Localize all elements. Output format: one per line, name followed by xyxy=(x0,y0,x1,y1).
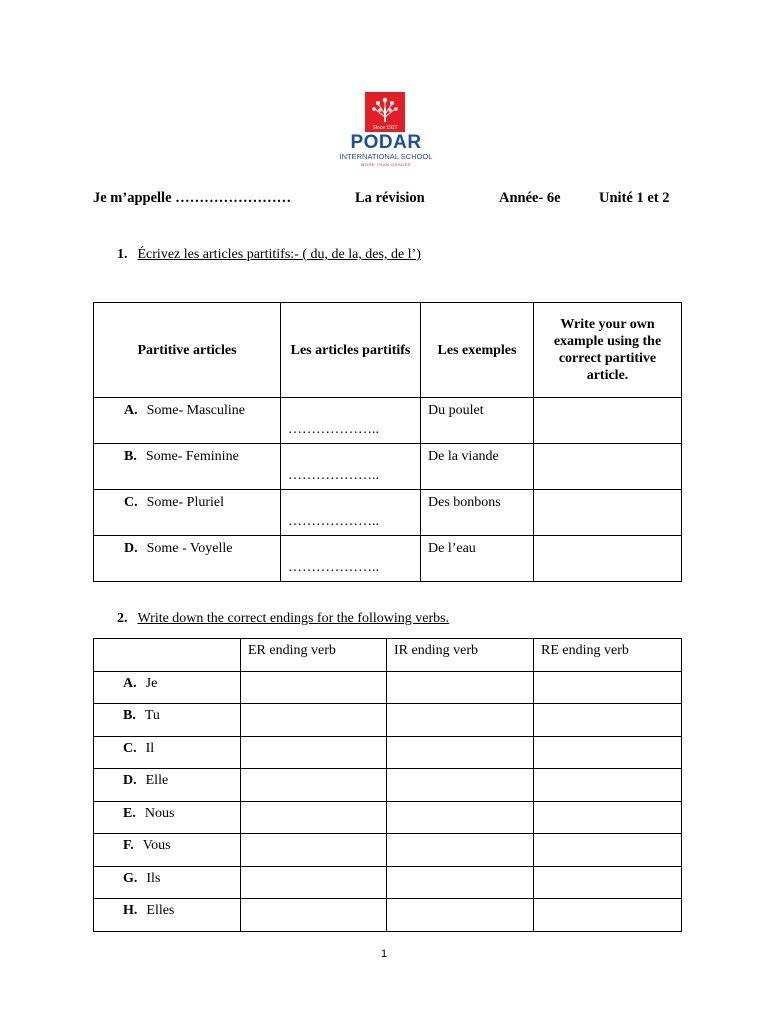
table-row xyxy=(94,671,682,704)
answer-blank[interactable]: ……………….. xyxy=(281,536,421,582)
ir-answer-cell[interactable] xyxy=(387,834,534,867)
example-cell: De la viande xyxy=(421,444,534,490)
pronoun: Ils xyxy=(146,870,161,886)
column-header: Write your own example using the correct partitive article. xyxy=(534,303,682,398)
er-answer-cell[interactable] xyxy=(241,866,387,899)
row-letter: G. xyxy=(123,870,138,886)
re-answer-cell[interactable] xyxy=(534,736,682,769)
er-answer-cell[interactable] xyxy=(241,704,387,737)
re-answer-cell[interactable] xyxy=(534,834,682,867)
example-cell: Des bonbons xyxy=(421,490,534,536)
ir-answer-cell[interactable] xyxy=(387,671,534,704)
page-number: 1 xyxy=(380,948,388,960)
ir-answer-cell[interactable] xyxy=(387,866,534,899)
name-field: Je m’appelle …………………… xyxy=(93,190,292,206)
table-row xyxy=(94,704,682,737)
row-label-text: Some - Voyelle xyxy=(146,541,233,556)
pronoun-cell xyxy=(94,866,241,899)
re-answer-cell[interactable] xyxy=(534,801,682,834)
column-header: RE ending verb xyxy=(534,639,682,672)
row-label-text: Some- Feminine xyxy=(145,449,239,464)
pronoun-cell xyxy=(94,834,241,867)
logo-brand: PODAR xyxy=(350,132,422,153)
re-answer-cell[interactable] xyxy=(534,704,682,737)
table-row xyxy=(94,736,682,769)
question-1-title xyxy=(117,247,421,263)
answer-blank[interactable]: ……………….. xyxy=(281,444,421,490)
ir-answer-cell[interactable] xyxy=(387,736,534,769)
table-row xyxy=(94,398,682,444)
pronoun: Vous xyxy=(142,838,171,853)
column-header xyxy=(94,639,241,672)
logo-since: Since 1927 xyxy=(372,125,398,131)
pronoun: Je xyxy=(145,675,158,691)
column-header: Partitive articles xyxy=(94,303,281,398)
re-answer-cell[interactable] xyxy=(534,769,682,802)
row-letter: E. xyxy=(123,805,136,821)
table-row xyxy=(94,866,682,899)
question-number: 2. xyxy=(117,611,128,626)
row-label xyxy=(94,536,281,582)
unit-label: Unité 1 et 2 xyxy=(599,190,670,206)
re-answer-cell[interactable] xyxy=(534,866,682,899)
ir-answer-cell[interactable] xyxy=(387,899,534,932)
own-example-cell[interactable] xyxy=(534,536,682,582)
re-answer-cell[interactable] xyxy=(534,899,682,932)
row-letter: D. xyxy=(123,773,137,788)
question-text: Write down the correct endings for the following verbs. xyxy=(137,611,450,626)
ir-answer-cell[interactable] xyxy=(387,801,534,834)
table-row xyxy=(94,490,682,536)
logo-school-name: INTERNATIONAL SCHOOL xyxy=(339,152,433,161)
row-label xyxy=(94,444,281,490)
er-answer-cell[interactable] xyxy=(241,671,387,704)
re-answer-cell[interactable] xyxy=(534,671,682,704)
pronoun: Tu xyxy=(144,708,160,723)
row-label-text: Some- Pluriel xyxy=(146,495,225,510)
question-text: Écrivez les articles partitifs:- ( du, de la, des, de l’) xyxy=(137,247,421,262)
pronoun-cell xyxy=(94,671,241,704)
table-row xyxy=(94,834,682,867)
row-label xyxy=(94,398,281,444)
table-row xyxy=(94,444,682,490)
er-answer-cell[interactable] xyxy=(241,736,387,769)
year-label: Année- 6e xyxy=(499,190,561,206)
table-row xyxy=(94,899,682,932)
answer-blank[interactable]: ……………….. xyxy=(281,490,421,536)
pronoun: Nous xyxy=(144,805,175,821)
row-letter: B. xyxy=(123,708,136,723)
answer-blank[interactable]: ……………….. xyxy=(281,398,421,444)
column-header: Les exemples xyxy=(421,303,534,398)
table-row xyxy=(94,536,682,582)
pronoun: Elles xyxy=(146,903,175,918)
row-label-text: Some- Masculine xyxy=(146,403,245,418)
pronoun-cell xyxy=(94,801,241,834)
own-example-cell[interactable] xyxy=(534,398,682,444)
school-logo xyxy=(334,92,438,174)
row-letter: H. xyxy=(123,903,138,918)
pronoun-cell xyxy=(94,769,241,802)
column-header: ER ending verb xyxy=(241,639,387,672)
table-header-row xyxy=(94,303,682,398)
ir-answer-cell[interactable] xyxy=(387,704,534,737)
er-answer-cell[interactable] xyxy=(241,801,387,834)
ir-answer-cell[interactable] xyxy=(387,769,534,802)
pronoun-cell xyxy=(94,899,241,932)
logo-tagline: MORE THAN GRADES xyxy=(361,162,411,167)
table-row xyxy=(94,769,682,802)
partitive-articles-table xyxy=(93,302,682,582)
column-header: IR ending verb xyxy=(387,639,534,672)
row-letter: C. xyxy=(123,740,137,756)
verb-endings-table xyxy=(93,638,682,932)
table-row xyxy=(94,801,682,834)
own-example-cell[interactable] xyxy=(534,444,682,490)
own-example-cell[interactable] xyxy=(534,490,682,536)
pronoun-cell xyxy=(94,704,241,737)
question-2-title xyxy=(117,611,449,627)
row-label xyxy=(94,490,281,536)
row-letter: D. xyxy=(124,541,138,556)
pronoun: Elle xyxy=(145,773,169,788)
row-letter: F. xyxy=(123,838,134,853)
row-letter: C. xyxy=(124,495,138,510)
question-number: 1. xyxy=(117,247,128,262)
row-letter: A. xyxy=(123,675,137,691)
worksheet-title: La révision xyxy=(355,190,425,206)
er-answer-cell[interactable] xyxy=(241,899,387,932)
er-answer-cell[interactable] xyxy=(241,834,387,867)
row-letter: B. xyxy=(124,449,137,464)
row-letter: A. xyxy=(124,403,138,418)
pronoun-cell xyxy=(94,736,241,769)
column-header: Les articles partitifs xyxy=(281,303,421,398)
er-answer-cell[interactable] xyxy=(241,769,387,802)
table-header-row xyxy=(94,639,682,672)
pronoun: Il xyxy=(145,740,155,756)
example-cell: De l’eau xyxy=(421,536,534,582)
example-cell: Du poulet xyxy=(421,398,534,444)
